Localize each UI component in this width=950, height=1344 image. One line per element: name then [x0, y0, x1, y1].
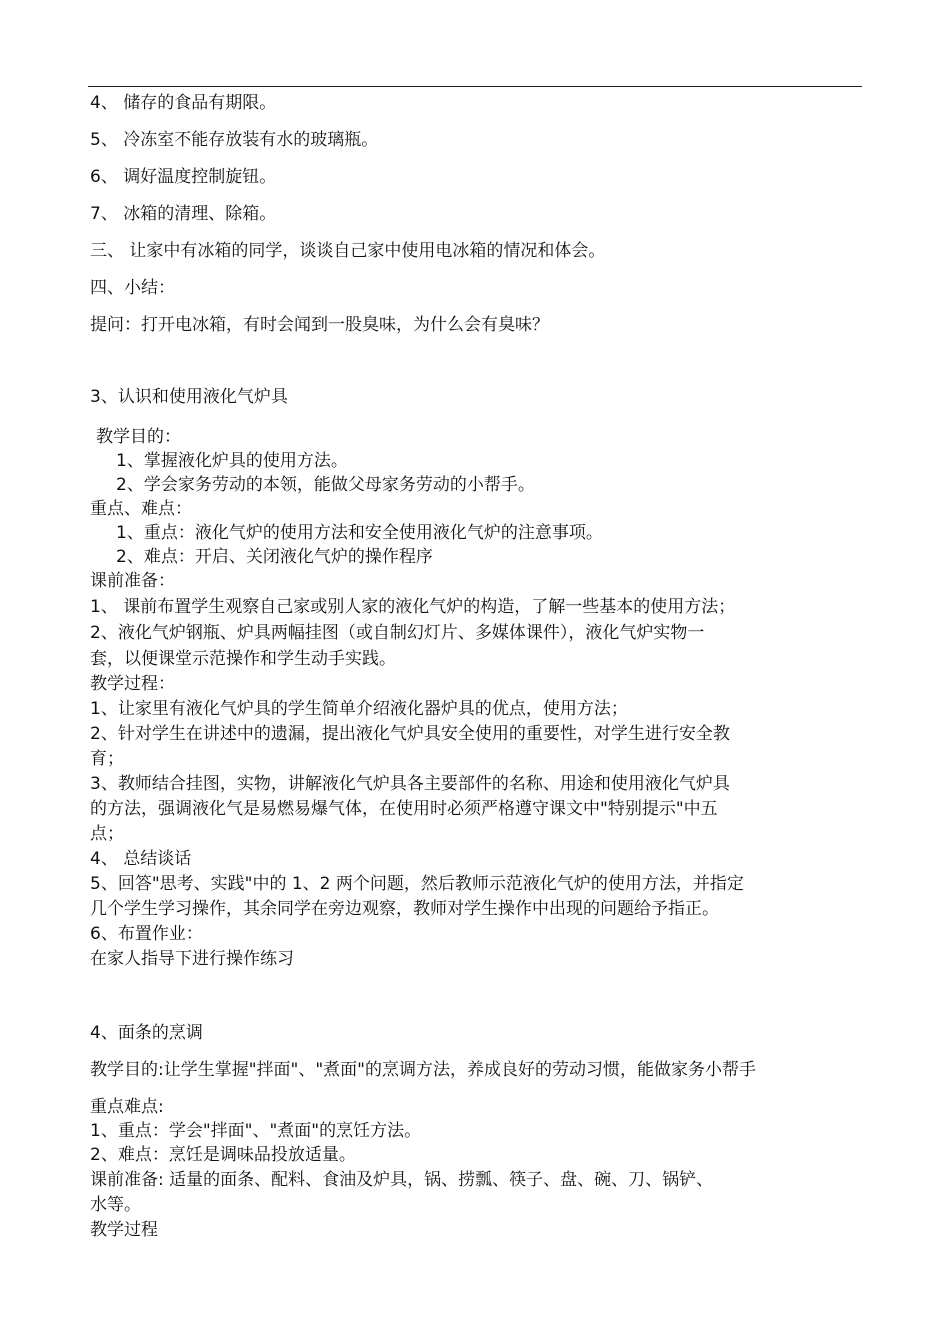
process-item: 在家人指导下进行操作练习 — [90, 949, 294, 969]
step-four-summary: 四、小结： — [90, 278, 175, 298]
prep-heading: 课前准备： — [90, 571, 175, 591]
process-item: 6、布置作业： — [90, 924, 203, 944]
section-title: 4、面条的烹调 — [90, 1023, 203, 1043]
prep-item: 课前准备: 适量的面条、配料、食油及炉具，锅、捞瓢、筷子、盘、碗、刀、锅铲、 — [90, 1170, 714, 1190]
prep-item: 1、 课前布置学生观察自己家或别人家的液化气炉的构造，了解一些基本的使用方法； — [90, 597, 736, 617]
key-item: 1、重点：学会"拌面"、"煮面"的烹饪方法。 — [90, 1121, 422, 1141]
list-item: 4、 储存的食品有期限。 — [90, 93, 277, 113]
list-item: 6、 调好温度控制旋钮。 — [90, 167, 277, 187]
key-item: 1、重点：液化气炉的使用方法和安全使用液化气炉的注意事项。 — [116, 523, 603, 543]
list-item: 7、 冰箱的清理、除箱。 — [90, 204, 277, 224]
process-item: 1、让家里有液化气炉具的学生简单介绍液化器炉具的优点，使用方法； — [90, 699, 628, 719]
process-item: 点； — [90, 824, 124, 844]
process-item: 5、回答"思考、实践"中的 1、2 两个问题，然后教师示范液化气炉的使用方法，并指定 — [90, 874, 744, 894]
goal-item: 2、学会家务劳动的本领，能做父母家务劳动的小帮手。 — [116, 475, 535, 495]
prep-item: 套，以便课堂示范操作和学生动手实践。 — [90, 649, 396, 669]
goal-text: 教学目的:让学生掌握"拌面"、"煮面"的烹调方法，养成良好的劳动习惯，能做家务小帮手 — [90, 1060, 757, 1080]
key-item: 2、难点：开启、关闭液化气炉的操作程序 — [116, 547, 433, 567]
key-heading: 重点难点: — [90, 1097, 164, 1117]
question: 提问：打开电冰箱，有时会闻到一股臭味，为什么会有臭味？ — [90, 315, 549, 335]
step-three: 三、 让家中有冰箱的同学，谈谈自己家中使用电冰箱的情况和体会。 — [90, 241, 606, 261]
process-heading: 教学过程： — [90, 674, 175, 694]
list-item: 5、 冷冻室不能存放装有水的玻璃瓶。 — [90, 130, 379, 150]
key-item: 2、难点：烹饪是调味品投放适量。 — [90, 1145, 356, 1165]
process-item: 2、针对学生在讲述中的遗漏，提出液化气炉具安全使用的重要性，对学生进行安全教 — [90, 724, 730, 744]
process-item: 几个学生学习操作，其余同学在旁边观察，教师对学生操作中出现的问题给予指正。 — [90, 899, 719, 919]
process-heading: 教学过程 — [90, 1220, 158, 1240]
process-item: 的方法，强调液化气是易燃易爆气体，在使用时必须严格遵守课文中"特别提示"中五 — [90, 799, 718, 819]
process-item: 育； — [90, 749, 124, 769]
goal-heading: 教学目的： — [96, 427, 181, 447]
prep-item: 水等。 — [90, 1195, 141, 1215]
key-heading: 重点、难点： — [90, 499, 192, 519]
goal-item: 1、掌握液化炉具的使用方法。 — [116, 451, 348, 471]
process-item: 4、 总结谈话 — [90, 849, 192, 869]
prep-item: 2、液化气炉钢瓶、炉具两幅挂图（或自制幻灯片、多媒体课件），液化气炉实物一 — [90, 623, 705, 643]
process-item: 3、教师结合挂图，实物，讲解液化气炉具各主要部件的名称、用途和使用液化气炉具 — [90, 774, 730, 794]
header-rule — [88, 86, 862, 87]
section-title: 3、认识和使用液化气炉具 — [90, 387, 288, 407]
